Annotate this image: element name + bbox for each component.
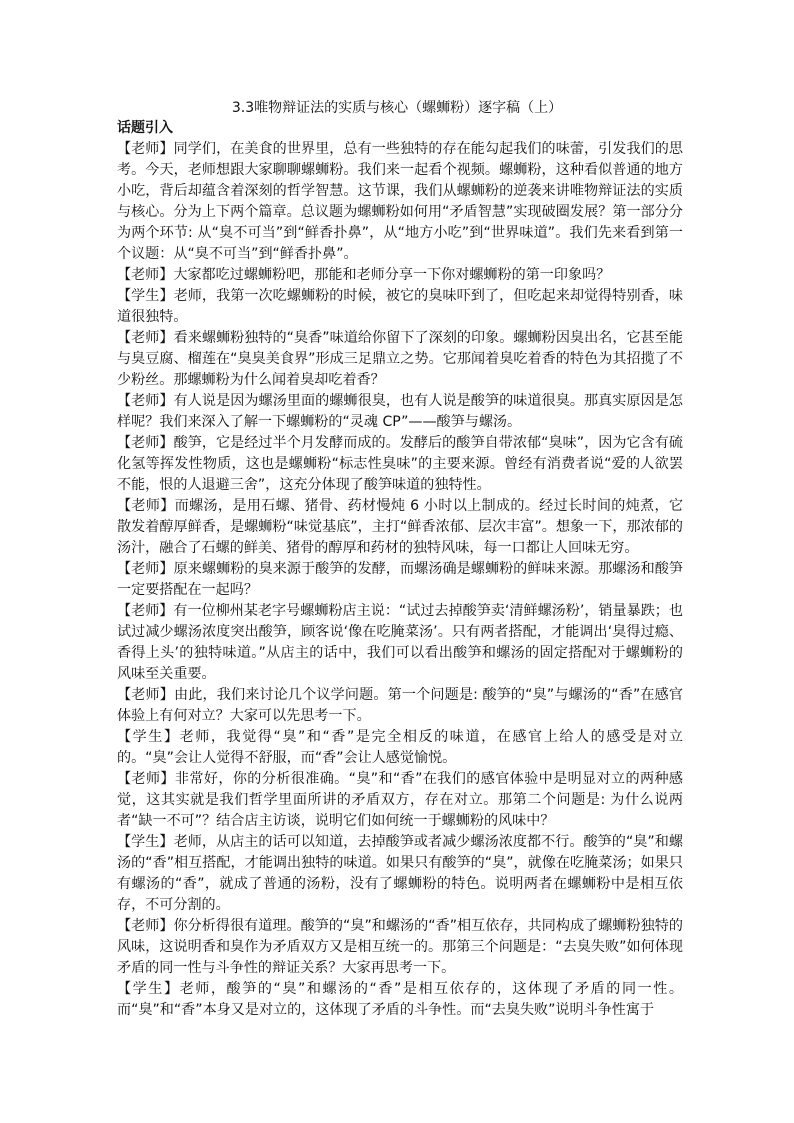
speaker-label: 【老师】 <box>117 393 174 409</box>
speaker-label: 【老师】 <box>117 435 174 451</box>
paragraph-text: 老师，我第一次吃螺蛳粉的时候，被它的臭味吓到了，但吃起来却觉得特别香，味道很独特。 <box>117 288 683 325</box>
speaker-label: 【老师】 <box>117 267 174 283</box>
speaker-label: 【老师】 <box>117 687 174 703</box>
dialogue-paragraph <box>117 832 683 916</box>
paragraph-text: 由此，我们来讨论几个议学问题。第一个问题是: 酸笋的“臭”与螺汤的“香”在感官体验上有何对立？大家可以先思考一下。 <box>117 687 684 724</box>
paragraph-text: 老师，从店主的话可以知道，去掉酸笋或者减少螺汤浓度都不行。酸笋的“臭”和螺汤的“香”相互搭配，才能调出独特的味道。如果只有酸笋的“臭”，就像在吃腌菜汤；如果只有螺汤的“香”，就成了普通的汤粉，没有了螺蛳粉的特色。说明两者在螺蛳粉中是相互依存，不可分割的。 <box>117 834 684 913</box>
paragraph-text: 而螺汤，是用石螺、猪骨、药材慢炖 6 小时以上制成的。经过长时间的炖煮，它散发着醇厚鲜香，是螺蛳粉“味觉基底”，主打“鲜香浓郁、层次丰富”。想象一下，那浓郁的汤汁，融合了石螺的鲜美、猪骨的醇厚和药材的独特风味，每一口都让人回味无穷。 <box>117 498 684 556</box>
speaker-label: 【老师】 <box>117 561 174 577</box>
dialogue-paragraph <box>117 916 683 979</box>
dialogue-paragraph <box>117 727 683 769</box>
document-body <box>117 118 683 1021</box>
paragraph-text: 看来螺蛳粉独特的“臭香”味道给你留下了深刻的印象。螺蛳粉因臭出名，它甚至能与臭豆腐、榴莲在“臭臭美食界”形成三足鼎立之势。它那闻着臭吃着香的特色为其招揽了不少粉丝。那螺蛳粉为什么闻着臭却吃着香？ <box>117 330 684 388</box>
dialogue-paragraph <box>117 265 683 286</box>
speaker-label: 【老师】 <box>117 330 174 346</box>
paragraph-text: 有一位柳州某老字号螺蛳粉店主说：“试过去掉酸笋卖‘清鲜螺汤粉’，销量暴跌；也试过减少螺汤浓度突出酸笋，顾客说‘像在吃腌菜汤’。只有两者搭配，才能调出‘臭得过瘾、香得上头’的独特味道。”从店主的话中，我们可以看出酸笋和螺汤的固定搭配对于螺蛳粉的风味至关重要。 <box>117 603 684 682</box>
speaker-label: 【老师】 <box>117 498 175 514</box>
dialogue-paragraph <box>117 433 683 496</box>
speaker-label: 【学生】 <box>117 288 174 304</box>
speaker-label: 【老师】 <box>117 918 174 934</box>
paragraph-text: 原来螺蛳粉的臭来源于酸笋的发酵，而螺汤确是螺蛳粉的鲜味来源。那螺汤和酸笋一定要搭配在一起吗？ <box>117 561 683 598</box>
speaker-label: 【学生】 <box>117 834 174 850</box>
dialogue-paragraph <box>117 601 683 685</box>
paragraph-text: 大家都吃过螺蛳粉吧，那能和老师分享一下你对螺蛳粉的第一印象吗？ <box>173 267 611 283</box>
speaker-label: 【老师】 <box>117 141 174 157</box>
dialogue-paragraph <box>117 496 683 559</box>
dialogue-paragraph <box>117 328 683 391</box>
speaker-label: 【老师】 <box>117 603 174 619</box>
paragraph-text: 同学们，在美食的世界里，总有一些独特的存在能勾起我们的味蕾，引发我们的思考。今天，老师想跟大家聊聊螺蛳粉。我们来一起看个视频。螺蛳粉，这种看似普通的地方小吃，背后却蕴含着深刻的哲学智慧。这节课，我们从螺蛳粉的逆袭来讲唯物辩证法的实质与核心。分为上下两个篇章。总议题为螺蛳粉如何用“矛盾智慧”实现破圈发展？第一部分分为两个环节: 从“臭不可当”到“鲜香扑鼻”，从“地方小吃”到“世界味道”。我们先来看到第一个议题：从“臭不可当”到“鲜香扑鼻”。 <box>117 141 683 262</box>
speaker-label: 【学生】 <box>117 729 180 745</box>
paragraph-list <box>117 139 683 1021</box>
speaker-label: 【学生】 <box>117 981 180 997</box>
paragraph-text: 老师，酸笋的“臭”和螺汤的“香”是相互依存的，这体现了矛盾的同一性。而“臭”和“香”本身又是对立的，这体现了矛盾的斗争性。而“去臭失败”说明斗争性寓于 <box>117 981 684 1018</box>
paragraph-text: 有人说是因为螺汤里面的螺蛳很臭，也有人说是酸笋的味道很臭。那真实原因是怎样呢？我们来深入了解一下螺蛳粉的“灵魂 CP”——酸笋与螺汤。 <box>117 393 683 430</box>
dialogue-paragraph <box>117 559 683 601</box>
dialogue-paragraph <box>117 979 683 1021</box>
dialogue-paragraph <box>117 139 683 265</box>
paragraph-text: 老师，我觉得“臭”和“香”是完全相反的味道，在感官上给人的感受是对立的。“臭”会让人觉得不舒服，而“香”会让人感觉愉悦。 <box>117 729 684 766</box>
document-title: 3.3唯物辩证法的实质与核心（螺蛳粉）逐字稿（上） <box>231 100 563 116</box>
dialogue-paragraph <box>117 391 683 433</box>
section-heading: 话题引入 <box>117 120 173 136</box>
paragraph-text: 非常好，你的分析很准确。“臭”和“香”在我们的感官体验中是明显对立的两种感觉，这其实就是我们哲学里面所讲的矛盾双方，存在对立。那第二个问题是: 为什么说两者“缺一不可”？结合店主访谈，说明它们如何统一于螺蛳粉的风味中？ <box>117 771 684 829</box>
speaker-label: 【老师】 <box>117 771 175 787</box>
dialogue-paragraph <box>117 685 683 727</box>
dialogue-paragraph <box>117 286 683 328</box>
dialogue-paragraph <box>117 769 683 832</box>
paragraph-text: 你分析得很有道理。酸笋的“臭”和螺汤的“香”相互依存，共同构成了螺蛳粉独特的风味，这说明香和臭作为矛盾双方又是相互统一的。那第三个问题是：“去臭失败”如何体现矛盾的同一性与斗争性的辩证关系？大家再思考一下。 <box>117 918 684 976</box>
paragraph-text: 酸笋，它是经过半个月发酵而成的。发酵后的酸笋自带浓郁“臭味”，因为它含有硫化氢等挥发性物质，这也是螺蛳粉“标志性臭味”的主要来源。曾经有消费者说“爱的人欲罢不能，恨的人退避三舍”，这充分体现了酸笋味道的独特性。 <box>117 435 684 493</box>
